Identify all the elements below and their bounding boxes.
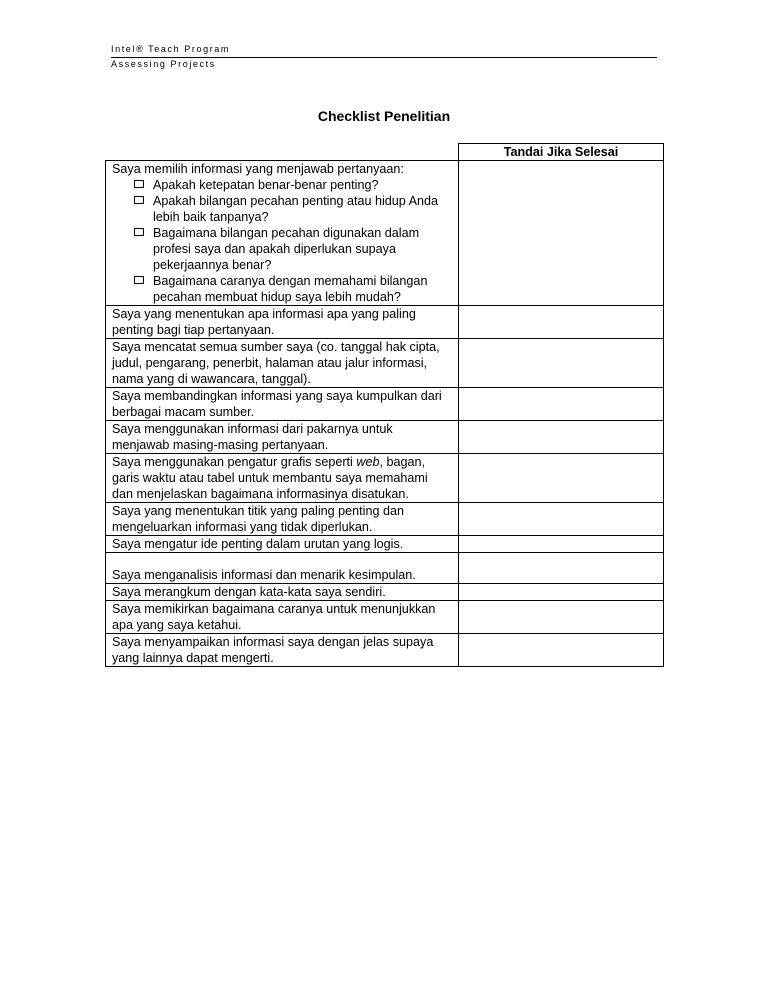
checkbox-icon (134, 196, 144, 204)
table-row (106, 634, 664, 667)
page-title: Checklist Penelitian (317, 108, 451, 124)
sub-item-text: Bagaimana bilangan pecahan digunakan dalam profesi saya dan apakah diperlukan supaya pekerjaannya benar? (153, 226, 420, 272)
criterion-text: Saya memilih informasi yang menjawab pertanyaan: (112, 162, 404, 176)
page-header (111, 44, 657, 70)
column-header-done: Tandai Jika Selesai (459, 144, 664, 161)
done-cell[interactable] (459, 503, 664, 536)
table-row (106, 454, 664, 503)
criterion-cell: Saya membandingkan informasi yang saya kumpulkan dari berbagai macam sumber. (106, 388, 459, 421)
header-program: Intel® Teach Program (111, 44, 231, 54)
table-row (106, 388, 664, 421)
criterion-cell: Saya menyampaikan informasi saya dengan jelas supaya yang lainnya dapat mengerti. (106, 634, 459, 667)
criterion-text-before: Saya menggunakan pengatur grafis seperti (112, 455, 357, 469)
done-cell[interactable] (459, 161, 664, 306)
table-row (106, 553, 664, 584)
header-rule (111, 57, 657, 58)
sub-item (112, 273, 452, 305)
criterion-cell (106, 161, 459, 306)
done-cell[interactable] (459, 421, 664, 454)
table-row (106, 306, 664, 339)
sub-item-text: Apakah ketepatan benar-benar penting? (153, 178, 379, 192)
table-row (106, 584, 664, 601)
sub-item (112, 177, 452, 193)
done-cell[interactable] (459, 634, 664, 667)
sub-item-text: Apakah bilangan pecahan penting atau hidup Anda lebih baik tanpanya? (153, 194, 439, 224)
checkbox-icon (134, 228, 144, 236)
table-row (106, 339, 664, 388)
done-cell[interactable] (459, 601, 664, 634)
criterion-cell (106, 553, 459, 584)
sub-item-text: Bagaimana caranya dengan memahami bilangan pecahan membuat hidup saya lebih mudah? (153, 274, 428, 304)
table-row (106, 161, 664, 306)
done-cell[interactable] (459, 306, 664, 339)
done-cell[interactable] (459, 553, 664, 584)
criterion-cell: Saya mencatat semua sumber saya (co. tanggal hak cipta, judul, pengarang, penerbit, halaman atau jalur informasi, nama yang di wawancara, tanggal). (106, 339, 459, 388)
checklist-table (105, 143, 664, 667)
row-spacer (112, 553, 452, 567)
table-row (106, 421, 664, 454)
empty-header-cell (106, 144, 459, 161)
done-cell[interactable] (459, 388, 664, 421)
criterion-text: Saya menganalisis informasi dan menarik kesimpulan. (112, 568, 416, 582)
sub-item (112, 225, 452, 273)
table-row (106, 601, 664, 634)
done-cell[interactable] (459, 584, 664, 601)
criterion-text-after: , bagan, garis waktu atau tabel untuk membantu saya memahami dan menjelaskan bagaimana informasinya disatukan. (112, 455, 428, 501)
criterion-cell: Saya memikirkan bagaimana caranya untuk menunjukkan apa yang saya ketahui. (106, 601, 459, 634)
criterion-cell (106, 454, 459, 503)
checkbox-icon (134, 276, 144, 284)
checkbox-icon (134, 180, 144, 188)
sub-item (112, 193, 452, 225)
table-header-row (106, 144, 664, 161)
done-cell[interactable] (459, 536, 664, 553)
criterion-text-italic: web (356, 455, 380, 469)
table-row (106, 536, 664, 553)
header-subtitle: Assessing Projects (111, 59, 216, 69)
table-row (106, 503, 664, 536)
done-cell[interactable] (459, 339, 664, 388)
criterion-cell: Saya mengatur ide penting dalam urutan yang logis. (106, 536, 459, 553)
criterion-cell: Saya yang menentukan apa informasi apa yang paling penting bagi tiap pertanyaan. (106, 306, 459, 339)
done-cell[interactable] (459, 454, 664, 503)
criterion-cell: Saya merangkum dengan kata-kata saya sendiri. (106, 584, 459, 601)
criterion-cell: Saya yang menentukan titik yang paling penting dan mengeluarkan informasi yang tidak diperlukan. (106, 503, 459, 536)
criterion-cell: Saya menggunakan informasi dari pakarnya untuk menjawab masing-masing pertanyaan. (106, 421, 459, 454)
